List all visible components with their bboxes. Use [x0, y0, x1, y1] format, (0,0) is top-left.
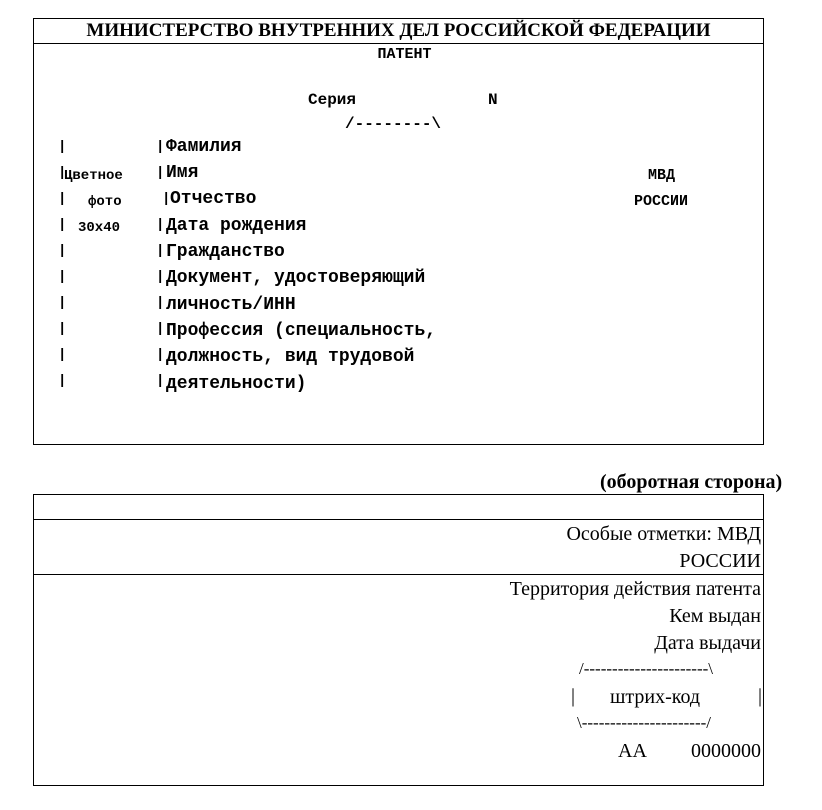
field-birth-date: Дата рождения: [166, 216, 307, 236]
photo-caption: фото: [88, 194, 122, 210]
photo-bar-left: |: [58, 269, 67, 285]
field-name: Имя: [166, 163, 199, 183]
field-patronymic: Отчество: [170, 189, 257, 209]
issue-date-label: Дата выдачи: [654, 632, 761, 654]
photo-bar-left: |: [58, 191, 67, 207]
issued-by-label: Кем выдан: [669, 605, 761, 627]
series-code: АА: [618, 740, 647, 762]
stamp-mvd: МВД: [648, 167, 676, 184]
field-citizenship: Гражданство: [166, 242, 285, 262]
field-profession: Профессия (специальность,: [166, 321, 437, 341]
photo-bar-right: |: [156, 347, 165, 363]
back-side-caption: (оборотная сторона): [600, 471, 783, 493]
photo-bar-left: |: [58, 165, 67, 181]
header-divider: [34, 43, 763, 44]
field-profession-cont: деятельности): [166, 374, 307, 394]
ministry-title: МИНИСТЕРСТВО ВНУТРЕННИХ ДЕЛ РОССИЙСКОЙ ФЕДЕРАЦИИ: [86, 20, 711, 41]
field-id-document-cont: личность/ИНН: [166, 295, 296, 315]
stamp-russia: РОССИИ: [634, 193, 689, 210]
photo-bar-right: |: [156, 295, 165, 311]
photo-caption: Цветное: [64, 168, 123, 184]
photo-bar-left: |: [58, 321, 67, 337]
photo-bar-right: |: [156, 139, 165, 155]
number-label: N: [488, 91, 498, 109]
photo-bar-right: |: [156, 321, 165, 337]
special-marks-label: Особые отметки: МВД: [566, 523, 761, 545]
photo-bar-right: |: [156, 217, 165, 233]
field-surname: Фамилия: [166, 137, 242, 157]
photo-bar-left: |: [58, 295, 67, 311]
field-id-document: Документ, удостоверяющий: [166, 268, 426, 288]
patent-back-card: [33, 494, 764, 786]
field-profession-cont: должность, вид трудовой: [166, 347, 415, 367]
photo-bar-right: |: [156, 243, 165, 259]
barcode-border-right: |: [758, 685, 763, 707]
barcode-border-bottom: \----------------------/: [577, 713, 711, 732]
photo-bar-right: |: [156, 165, 165, 181]
photo-bar-left: |: [58, 139, 67, 155]
photo-bar-left: |: [58, 243, 67, 259]
special-marks-label-cont: РОССИИ: [679, 550, 761, 572]
back-divider-middle: [34, 574, 763, 575]
photo-bar-right: |: [162, 191, 171, 207]
barcode-label: штрих-код: [610, 686, 701, 708]
series-number-bracket: /--------\: [345, 115, 442, 133]
photo-caption: 30x40: [78, 220, 121, 236]
series-label: Серия: [308, 91, 357, 109]
photo-bar-left: |: [58, 347, 67, 363]
patent-front-card: [33, 18, 764, 445]
territory-label: Территория действия патента: [509, 578, 761, 600]
document-title: ПАТЕНТ: [377, 46, 432, 63]
back-divider-top: [34, 519, 763, 520]
number-code: 0000000: [691, 740, 761, 762]
photo-bar-right: |: [156, 269, 165, 285]
barcode-border-top: /----------------------\: [579, 659, 713, 678]
barcode-border-left: |: [571, 685, 576, 707]
photo-bar-left: |: [58, 373, 67, 389]
photo-bar-right: |: [156, 373, 165, 389]
photo-bar-left: |: [58, 217, 67, 233]
